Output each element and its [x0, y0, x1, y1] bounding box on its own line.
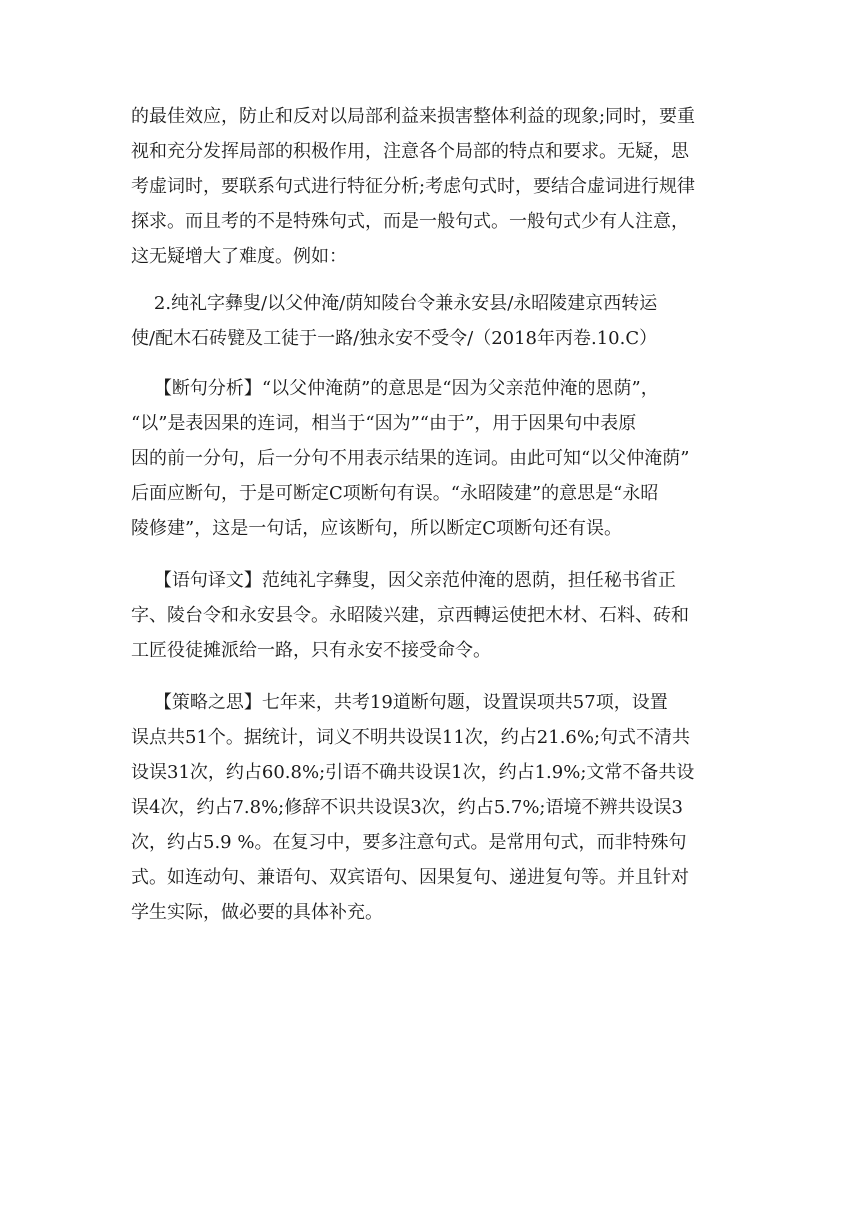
text-line: 探求。而且考的不是特殊句式，而是一般句式。一般句式少有人注意，: [131, 211, 689, 232]
text-line: 陵修建”，这是一句话，应该断句，所以断定C项断句还有误。: [131, 518, 622, 539]
text-line: 工匠役徒摊派给一路，只有永安不接受命令。: [131, 640, 491, 661]
text-line: “以”是表因果的连词，相当于“因为”“由于”，用于因果句中表原: [131, 413, 637, 434]
paragraph-gap: [131, 274, 731, 286]
text-line: 设误31次，约占60.8%;引语不确共设误1次，约占1.9%;文常不备共设: [131, 762, 695, 783]
paragraph-analysis: [131, 371, 731, 546]
text-line: 视和充分发挥局部的积极作用，注意各个局部的特点和要求。无疑，思: [131, 141, 689, 162]
text-line: 这无疑增大了难度。例如：: [131, 246, 347, 267]
text-line: 式。如连动句、兼语句、双宾语句、因果复句、递进复句等。并且针对: [131, 867, 689, 888]
paragraph-gap: [131, 546, 731, 563]
document-body: [131, 99, 731, 930]
text-line: 字、陵台令和永安县令。永昭陵兴建，京西轉运使把木材、石料、砖和: [131, 605, 689, 626]
text-line: 后面应断句，于是可断定C项断句有误。“永昭陵建”的意思是“永昭: [131, 483, 659, 504]
text-line: 【策略之思】七年来，共考19道断句题，设置误项共57项，设置: [131, 692, 668, 713]
text-line: 次，约占5.9 %。在复习中，要多注意句式。是常用句式，而非特殊句: [131, 832, 687, 853]
text-line: 考虚词时，要联系句式进行特征分析;考虑句式时，要结合虚词进行规律: [131, 176, 696, 197]
paragraph-intro: [131, 99, 731, 274]
text-line: 误点共51个。据统计，词义不明共设误11次，约占21.6%;句式不清共: [131, 727, 691, 748]
text-line: 因的前一分句，后一分句不用表示结果的连词。由此可知“以父仲淹荫”: [131, 448, 690, 469]
text-line: 的最佳效应，防止和反对以局部利益来损害整体利益的现象;同时，要重: [131, 106, 696, 127]
paragraph-translation: [131, 563, 731, 668]
text-line: 2.纯礼字彝叟/以父仲淹/荫知陵台令兼永安县/永昭陵建京西转运: [131, 293, 658, 314]
text-line: 学生实际，做必要的具体补充。: [131, 902, 383, 923]
paragraph-strategy: [131, 685, 731, 930]
paragraph-example: [131, 286, 731, 356]
text-line: 使/配木石砖甓及工徒于一路/独永安不受令/（2018年丙卷.10.C）: [131, 328, 658, 349]
text-line: 误4次，约占7.8%;修辞不识共设误3次，约占5.7%;语境不辨共设误3: [131, 797, 683, 818]
text-line: 【断句分析】“以父仲淹荫”的意思是“因为父亲范仲淹的恩荫”，: [131, 378, 659, 399]
paragraph-gap: [131, 668, 731, 685]
text-line: 【语句译文】范纯礼字彝叟，因父亲范仲淹的恩荫，担任秘书省正: [131, 570, 676, 591]
paragraph-gap: [131, 356, 731, 371]
